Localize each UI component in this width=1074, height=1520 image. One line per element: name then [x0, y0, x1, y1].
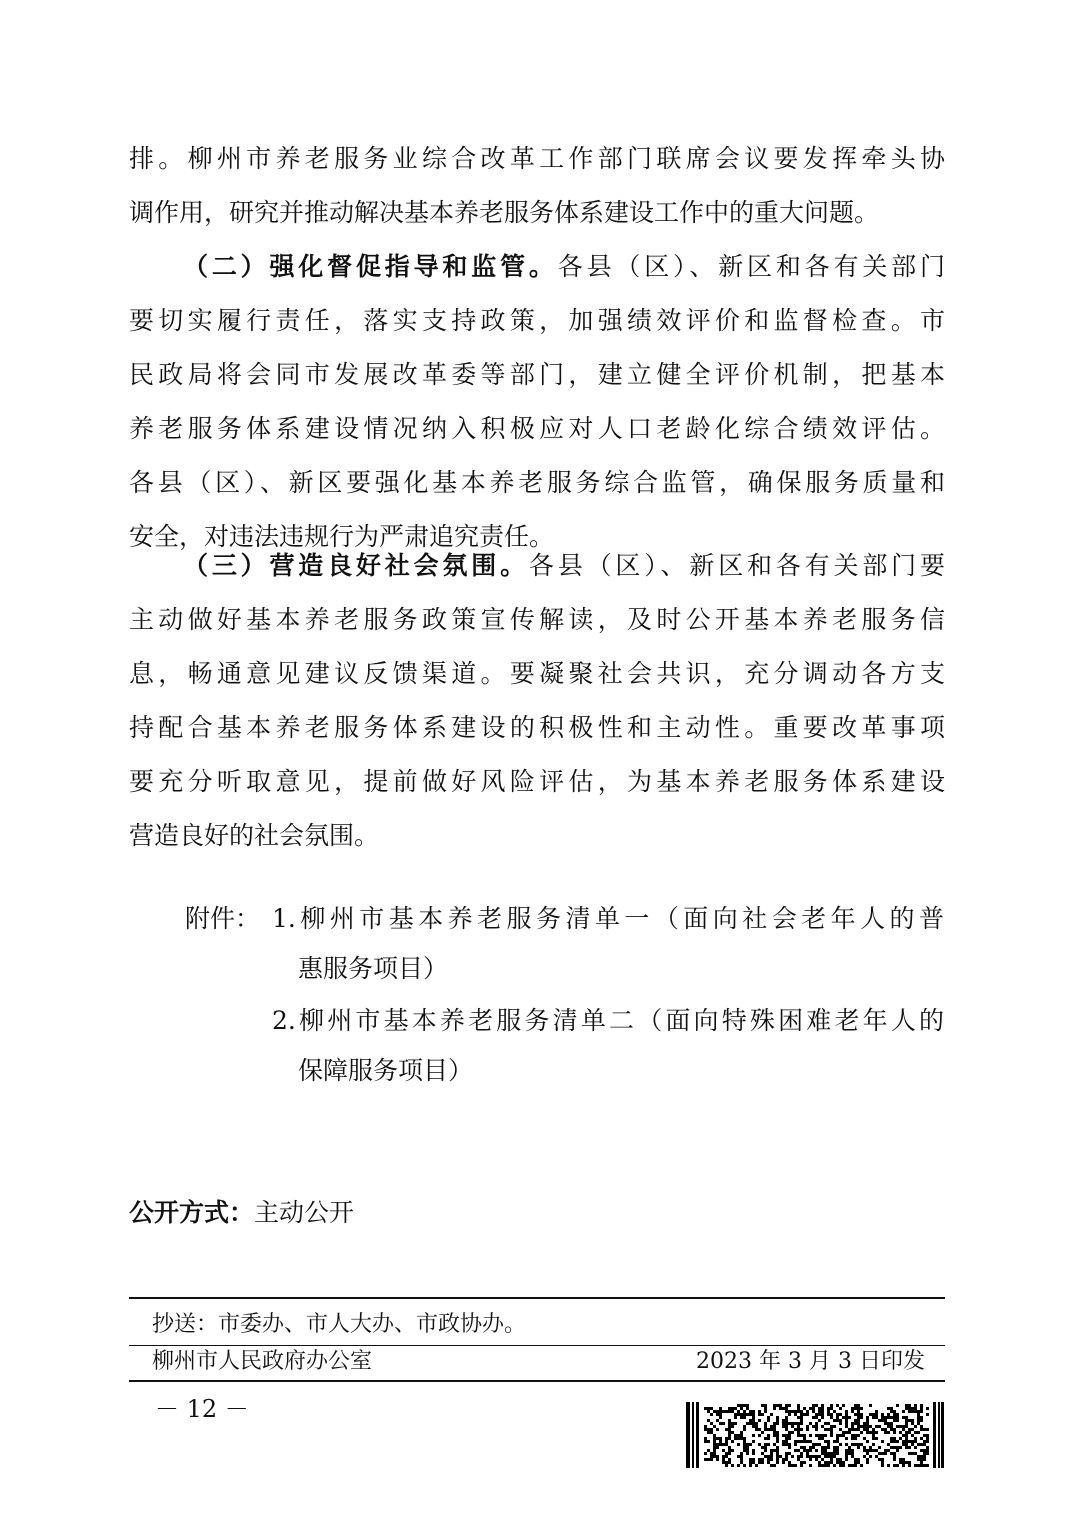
p3-line-3: 息，畅通意见建议反馈渠道。要凝聚社会共识，充分调动各方支	[129, 659, 945, 688]
disclosure-method	[129, 1188, 354, 1238]
footer-top-rule	[129, 1297, 945, 1299]
p2-line-3: 民政局将会同市发展改革委等部门，建立健全评价机制，把基本	[129, 360, 945, 389]
p2-line-4: 养老服务体系建设情况纳入积极应对人口老龄化综合绩效评估。	[129, 414, 945, 443]
p1-line-2: 调作用，研究并推动解决基本养老服务体系建设工作中的重大问题。	[129, 198, 880, 227]
p2-first-rest: 各县（区）、新区和各有关部门	[557, 252, 945, 281]
attachment-2-line-1: 2.柳州市基本养老服务清单二（面向特殊困难老年人的	[272, 1006, 944, 1035]
p2-line-5: 各县（区）、新区要强化基本养老服务综合监管，确保服务质量和	[129, 468, 945, 497]
attachments-label: 附件：	[185, 904, 261, 933]
p3-line-5: 要充分听取意见，提前做好风险评估，为基本养老服务体系建设	[129, 767, 945, 796]
section-heading-3: （三）营造良好社会氛围。	[183, 551, 529, 580]
attachment-1-line-1: 1.柳州市基本养老服务清单一（面向社会老年人的普	[272, 904, 944, 933]
disclosure-value: 主动公开	[254, 1198, 355, 1227]
attachment-2-line-2: 保障服务项目）	[298, 1056, 474, 1085]
disclosure-label: 公开方式：	[129, 1198, 255, 1227]
p3-line-4: 持配合基本养老服务体系建设的积极性和主动性。重要改革事项	[129, 713, 945, 742]
p3-line-2: 主动做好基本养老服务政策宣传解读，及时公开基本养老服务信	[129, 605, 945, 634]
paragraph-1	[129, 132, 945, 240]
barcode-icon	[686, 1402, 944, 1468]
issue-date: 2023 年 3 月 3 日印发	[696, 1349, 925, 1374]
issuer: 柳州市人民政府办公室	[152, 1349, 373, 1374]
paragraph-3	[129, 539, 945, 863]
attachment-1-line-2: 惠服务项目）	[298, 954, 449, 983]
section-heading-2: （二）强化督促指导和监管。	[183, 252, 558, 281]
p2-line-6: 安全，对违法违规行为严肃追究责任。	[129, 522, 555, 551]
p3-first-rest: 各县（区）、新区和各有关部门要	[528, 551, 945, 580]
footer-middle-rule	[129, 1345, 945, 1346]
page-number: － 12 －	[155, 1395, 249, 1423]
p3-line-1	[129, 539, 945, 593]
p2-line-2: 要切实履行责任，落实支持政策，加强绩效评价和监督检查。市	[129, 306, 945, 335]
footer-bottom-rule	[129, 1380, 945, 1382]
paragraph-2	[129, 240, 945, 564]
p3-line-6: 营造良好的社会氛围。	[129, 821, 380, 850]
p1-line-1: 排。柳州市养老服务业综合改革工作部门联席会议要发挥牵头协	[129, 144, 945, 173]
p2-line-1	[129, 240, 945, 294]
cc-line: 抄送：市委办、市人大办、市政协办。	[152, 1312, 527, 1337]
